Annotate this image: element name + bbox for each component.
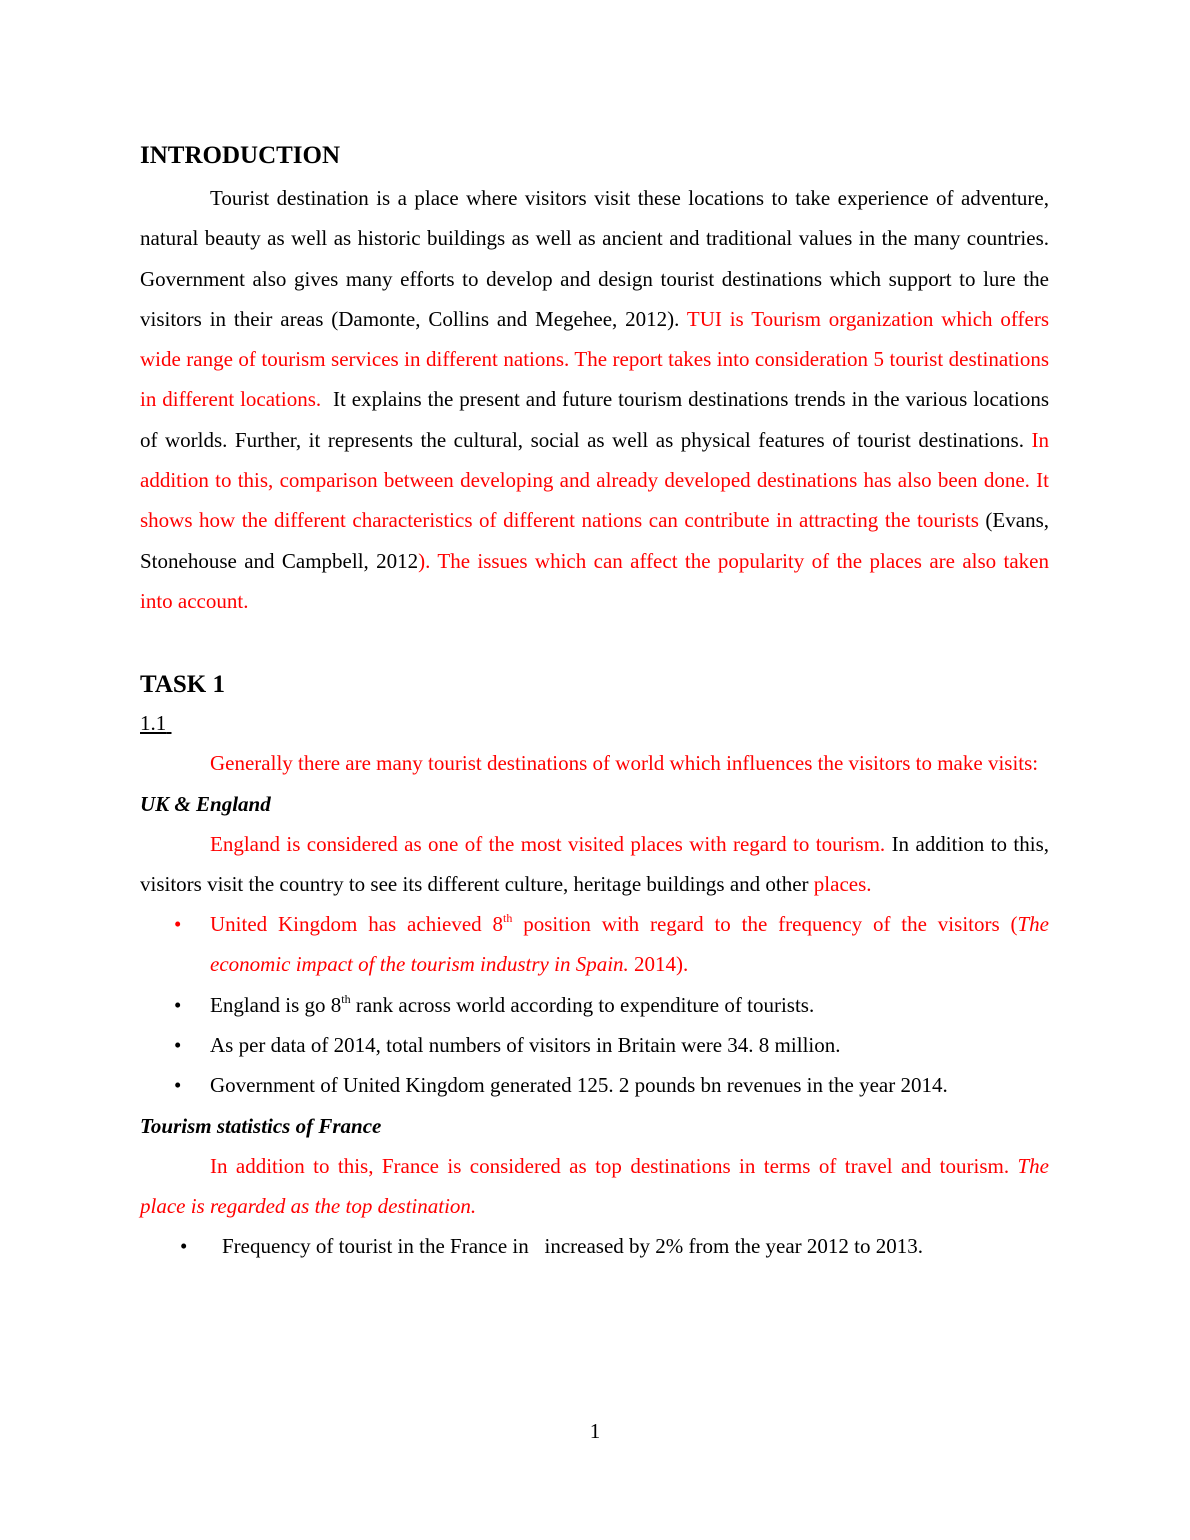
uk-bullet-list (140, 904, 1049, 1105)
france-red-sentence: In addition to this, France is considered as top destinations in terms of travel and tourism. (210, 1153, 1010, 1178)
bullet-icon: • (174, 1033, 182, 1058)
list-item: • As per data of 2014, total numbers of visitors in Britain were 34. 8 million. (140, 1025, 1049, 1065)
intro-sentence-4: In addition to this, comparison between developing and already developed destinations has also been done. It shows how the different characteristics of different nations can contribute in attracting the tourists (140, 427, 1049, 533)
introduction-paragraph (140, 178, 1049, 621)
intro-sentence-1: Tourist destination is a place where visitors visit these locations to take experience of adventure, natural beauty as well as historic buildings as well as ancient and traditional values in the many countries. Government also gives many efforts to develop and design tourist destinations which support to lure the visitors in their areas (Damonte, Collins and Megehee, 2012). (140, 186, 1049, 331)
list-item: • England is go 8th rank across world according to expenditure of tourists. (140, 985, 1049, 1025)
bullet-icon: • (174, 1073, 182, 1098)
france-italic-sentence: The place is regarded as the top destination. (140, 1153, 1049, 1218)
uk-red-sentence: England is considered as one of the most visited places with regard to tourism. (210, 831, 886, 856)
intro-sentence-2: TUI is Tourism organization which offers wide range of tourism services in different nations. The report takes into consideration 5 tourist destinations in different locations. (140, 306, 1049, 412)
bullet-icon: • (174, 912, 182, 937)
uk-england-paragraph (140, 824, 1049, 905)
intro-citation: (Evans, Stonehouse and Campbell, 2012 (140, 508, 1049, 573)
section-number: 1.1 (140, 711, 167, 736)
bullet-icon: • (180, 1234, 188, 1259)
introduction-heading: INTRODUCTION (140, 142, 341, 169)
uk-tail-word: places. (813, 871, 872, 896)
list-item: • Frequency of tourist in the France in increased by 2% from the year 2012 to 2013. (140, 1226, 1049, 1266)
page-number: 1 (589, 1419, 601, 1443)
uk-black-sentence: In addition to this, visitors visit the country to see its different culture, heritage buildings and other (140, 831, 1050, 896)
uk-england-subheading: UK & England (140, 791, 271, 816)
document-page (140, 138, 1049, 1267)
france-paragraph (140, 1146, 1049, 1227)
list-item: • Government of United Kingdom generated 125. 2 pounds bn revenues in the year 2014. (140, 1065, 1049, 1105)
task-heading: TASK 1 (140, 671, 225, 699)
intro-sentence-3: It explains the present and future tourism destinations trends in the various locations of worlds. Further, it represents the cultural, social as well as physical features of tourist destinations. (140, 387, 1050, 452)
intro-sentence-6: ). The issues which can affect the popularity of the places are also taken into account. (140, 548, 1049, 613)
bullet-icon: • (174, 992, 182, 1017)
france-bullet-list (140, 1226, 1049, 1266)
task-lead-paragraph: Generally there are many tourist destinations of world which influences the visitors to make visits: (210, 751, 1039, 776)
list-item: • United Kingdom has achieved 8th position with regard to the frequency of the visitors (The economic impact of the tourism industry in Spain. 2014). (140, 904, 1049, 985)
france-subheading: Tourism statistics of France (140, 1113, 382, 1138)
